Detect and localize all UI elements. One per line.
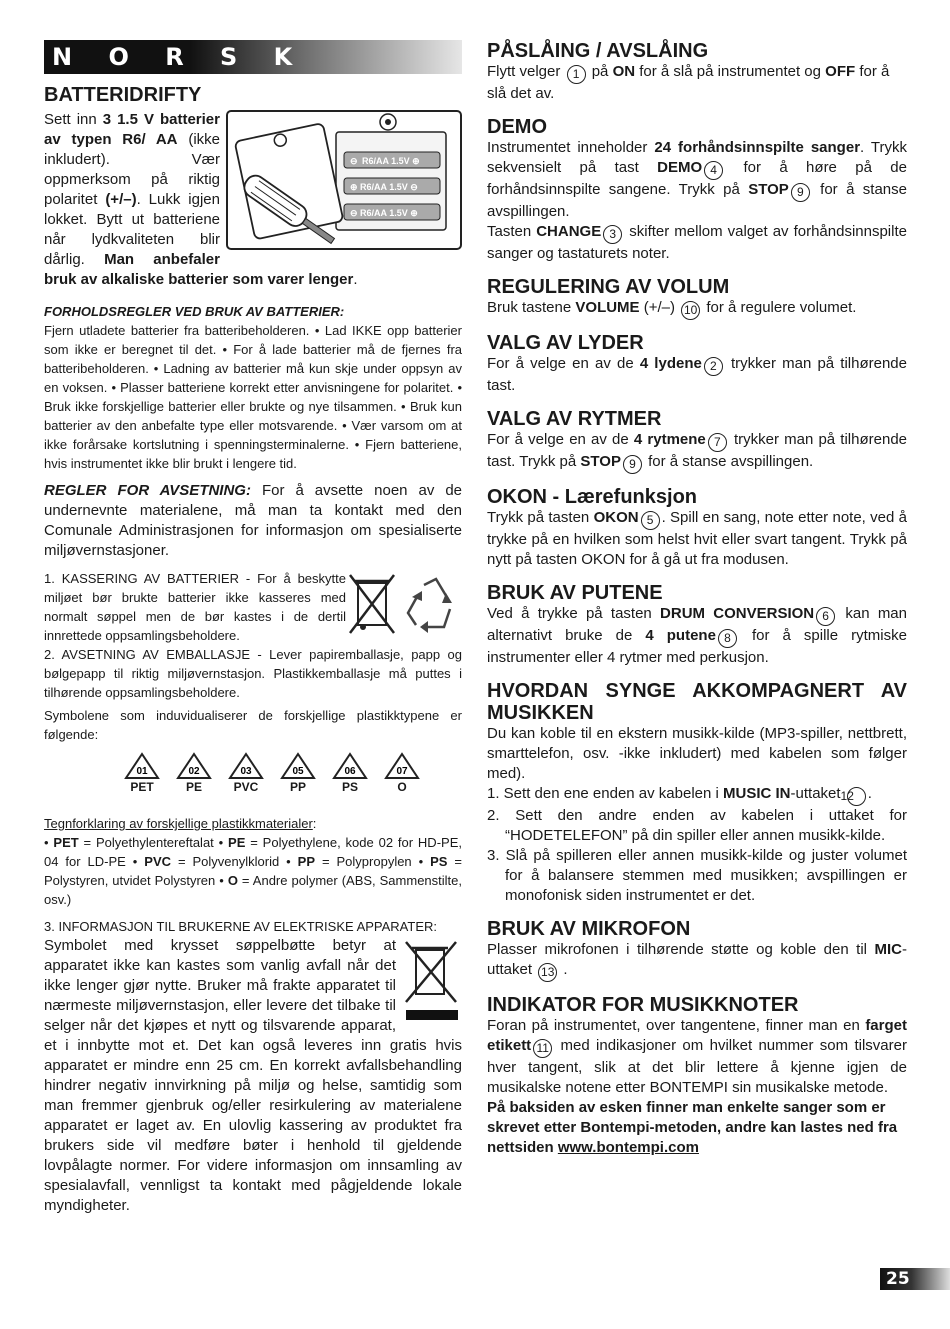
demo-songs: 24 forhåndsinnspilte sanger — [654, 139, 861, 156]
legend-key: PET — [53, 835, 79, 850]
off-label: OFF — [825, 63, 856, 80]
sounds-text-part: trykker man på tilhørende tast. — [487, 355, 907, 394]
recycle-code-pvc — [226, 752, 266, 794]
disposal-icons — [346, 569, 462, 643]
recycle-triangle-icon — [176, 752, 212, 780]
okon-text-part: . Spill en sang, note etter note, ved å trykke på en hvilken som helst hvit eller svart tangent. Trykk på nytt på tasten OKON for å gå ut fra modusen. — [487, 509, 907, 568]
ref-number: 9 — [623, 455, 642, 474]
recycle-triangle-icon — [332, 752, 368, 780]
stop-key: STOP — [748, 181, 789, 198]
recycle-code-label: PS — [341, 780, 358, 794]
language-label: N O R S K — [52, 43, 307, 71]
okon-title: OKON - Lærefunksjon — [487, 486, 698, 508]
packaging-disposal-text: 2. AVSETNING AV EMBALLASJE - Lever papiremballasje, papp og bølgepapp til riktig miljøvernstasjon. Plastikkemballasje må puttes i tilhørende oppsamlingsbeholdere. — [44, 647, 462, 700]
demo-text-part: for å stanse avspillingen. — [487, 181, 907, 220]
symbols-intro: Symbolene som induvidualiserer de forskjellige plastikktypene er følgende: — [44, 708, 462, 742]
disposal-rules-text: For å avsette noen av de undernevnte materialene, må man ta kontakt med den Comunale Administrasjonen for informasjon om spesialiserte miljøvernstasjoner. — [44, 482, 462, 559]
rhythms-text-part: for å stanse avspillingen. — [643, 453, 814, 470]
change-text-part: skifter mellom valget av forhåndsinnspilte sanger og tastaturets noter. — [487, 223, 907, 262]
legend-value: = Polystyren, utvidet Polystyren • — [44, 854, 463, 888]
left-column — [44, 40, 462, 1216]
power-text-part: for å slå på instrumentet og — [635, 63, 826, 80]
svg-text:⊕ R6/AA 1.5V ⊖: ⊕ R6/AA 1.5V ⊖ — [350, 182, 418, 192]
recycle-code-pp — [278, 752, 318, 794]
recycle-icon — [408, 579, 452, 633]
legend-key: PVC — [144, 854, 172, 869]
recycle-code-o — [382, 752, 422, 794]
website-note-text: På baksiden av esken finner man enkelte sanger som er skrevet etter Bontempi-metoden, andre kan lastes ned fra nettsiden — [487, 1099, 898, 1156]
ref-number: 3 — [603, 225, 622, 244]
ref-number: 2 — [704, 357, 723, 376]
battery-compartment-icon — [226, 110, 462, 250]
battery-recommendation: Man anbefaler bruk av alkaliske batterier som varer lenger — [44, 251, 354, 288]
pads-text-part: kan man alternativt bruke de — [487, 605, 907, 644]
demo-text-part: Instrumentet inneholder — [487, 139, 655, 156]
svg-text:⊖ R6/AA 1.5V ⊕: ⊖ R6/AA 1.5V ⊕ — [350, 208, 418, 218]
page-number: 25 — [886, 1269, 910, 1289]
legend-key: O — [227, 873, 238, 888]
page-number-tab — [880, 1268, 950, 1290]
ref-number: 5 — [641, 511, 660, 530]
legend-value: = Polyvenylklorid • — [171, 854, 298, 869]
battery-spec: 3 1.5 V batterier av typen R6/ AA — [44, 111, 220, 148]
recycle-code-label: PVC — [233, 780, 259, 794]
recycle-triangle-icon — [228, 752, 264, 780]
colored-label: farget etikett — [487, 1017, 907, 1054]
sing-step-part: 1. Sett den ene enden av kabelen i — [487, 785, 724, 802]
demo-text — [487, 138, 907, 222]
sing-title: HVORDAN SYNGE AKKOMPAGNERT AV MUSIKKEN — [487, 680, 907, 724]
pads-title: BRUK AV PUTENE — [487, 582, 663, 604]
rhythms-count: 4 rytmene — [633, 431, 706, 448]
ref-number: 11 — [533, 1039, 552, 1058]
sing-text: Du kan koble til en ekstern musikk-kilde (MP3-spiller, nettbrett, smarttelefon, osv. -ikke inkludert) med kabelen som følger med). — [487, 725, 907, 782]
rhythms-text — [487, 430, 907, 474]
crossed-bin-icon — [350, 575, 394, 633]
recycle-code-pe — [174, 752, 214, 794]
ref-number: 1 — [567, 65, 586, 84]
recycle-code-label: PP — [289, 780, 306, 794]
power-text-part: for å slå det av. — [487, 63, 890, 102]
microphone-text — [487, 940, 907, 982]
sing-step: 3. Slå på spilleren eller annen musikk-kilde og juster volumet for å balansere stemmen med musikken; avspillingen er monofonisk siden instrumentet er det. — [487, 847, 907, 904]
language-banner — [44, 40, 462, 74]
recycle-code-ps — [330, 752, 370, 794]
demo-text-part: . Trykk sekvensielt på tast — [487, 139, 907, 176]
ref-number: 7 — [708, 433, 727, 452]
battery-text-part: (ikke inkludert). Vær oppmerksom på riktig polaritet — [44, 131, 220, 208]
drum-conversion-key: DRUM CONVERSION — [660, 605, 815, 622]
okon-text — [487, 508, 907, 570]
microphone-title: BRUK AV MIKROFON — [487, 918, 691, 940]
okon-key: OKON — [593, 509, 639, 526]
mic-label: MIC — [874, 941, 902, 958]
okon-text-part: Trykk på tasten — [487, 509, 594, 526]
ref-number: 8 — [718, 629, 737, 648]
rhythms-title: VALG AV RYTMER — [487, 408, 662, 430]
disposal-rules-heading: REGLER FOR AVSETNING: — [44, 482, 251, 499]
legend-key: PE — [228, 835, 246, 850]
precautions-heading: FORHOLDSREGLER VED BRUK AV BATTERIER: — [44, 304, 345, 319]
music-in-label: MUSIC IN — [723, 785, 791, 802]
indicator-title: INDIKATOR FOR MUSIKKNOTER — [487, 994, 799, 1016]
legend-key: PS — [430, 854, 448, 869]
precautions-text: Fjern utladete batterier fra batteribeholderen. • Lad IKKE opp batterier som ikke er beregnet til det. • For å lade batterier må de fjernes fra batteribeholderen. • Ladning av batterier må kun skje under oppsyn av en voksen. • Plasser batteriene korrekt etter anvisningene for polaritet. • Bruk ikke forskjellige batterier eller brukte og nye tilsammen. • Bruk kun batterier av den anbefalte type eller motsvarende. • Vær varsom om at ikke forårsake kortslutning i spenningsterminalerne. • Fjern batteriene, hvis instrumentet ikke blir brukt i lengere tid. — [44, 323, 462, 471]
ref-number: 9 — [791, 183, 810, 202]
battery-text-part: . Lukk igjen lokket. Bytt ut batteriene når lydkvaliteten blir dårlig. — [44, 191, 220, 268]
pads-text-part: Ved å trykke på tasten — [487, 605, 661, 622]
recycle-code-label: PE — [185, 780, 202, 794]
recycle-number: 03 — [240, 766, 252, 777]
volume-text-part: for å regulere volumet. — [702, 299, 857, 316]
legend-title: Tegnforklaring av forskjellige plastikkmaterialer: — [44, 816, 317, 831]
svg-text:⊖: ⊖ — [350, 156, 358, 166]
indicator-text-part: Foran på instrumentet, over tangentene, finner man en — [487, 1017, 866, 1034]
microphone-text-part: -uttaket — [487, 941, 907, 978]
volume-text — [487, 298, 907, 320]
recycle-number: 06 — [344, 766, 356, 777]
power-text-part: Flytt velger — [487, 63, 565, 80]
sing-step-part: . — [867, 785, 872, 802]
microphone-text-part: Plasser mikrofonen i tilhørende støtte og koble den til — [487, 941, 875, 958]
recycle-codes — [122, 752, 462, 794]
change-key: CHANGE — [536, 223, 602, 240]
svg-text:R6/AA 1.5V ⊕: R6/AA 1.5V ⊕ — [362, 156, 420, 166]
volume-text-part: Bruk tastene — [487, 299, 576, 316]
recycle-number: 01 — [136, 766, 148, 777]
power-text — [487, 62, 907, 104]
rhythms-text-part: For å velge en av de — [487, 431, 634, 448]
website-link[interactable]: www.bontempi.com — [557, 1139, 699, 1156]
sing-step-part: -uttaket — [790, 785, 845, 802]
recycle-triangle-icon — [280, 752, 316, 780]
recycle-code-pet — [122, 752, 162, 794]
pads-text — [487, 604, 907, 668]
battery-text-part: . — [353, 271, 358, 288]
legend-key: PP — [297, 854, 316, 869]
demo-key: DEMO — [657, 159, 703, 176]
battery-cells — [344, 152, 440, 220]
recycle-triangle-icon — [124, 752, 160, 780]
disposal-rules — [44, 481, 462, 561]
weee-icon — [402, 938, 462, 1024]
info-text: Symbolet med krysset søppelbøtte betyr at apparatet ikke kan kastes som vanlig avfall når det ikke lenger gjør nytte. Bruker må frakte apparatet til nærmeste miljøvernstasjon, eller levere det tilbake til selger når det kjøpes et nytt og tilsvarende apparat, et i innbytte mot et. Det kan også leveres inn gratis hvis apparatet er mindre enn 25 cm. En korrekt avfallsbehandling hindrer negativ innvirkning på miljø og helse, samtidig som man fremmer gjenbruk og/eller resirkulering av materialene apparatet er laget av. En ulovlig kassering av produktet fra brukers side vil medføre bøter i henhold til gjeldende lovpålagte normer. For videre informasjon om innsamling av spesialavfall, vennligst ta kontakt med pågjeldende lokale myndigheter. — [44, 937, 462, 1214]
sing-steps — [487, 784, 907, 906]
volume-key: VOLUME — [575, 299, 640, 316]
battery-text-part: Sett inn — [44, 111, 97, 128]
ref-number: 6 — [816, 607, 835, 626]
info-title: 3. INFORMASJON TIL BRUKERNE AV ELEKTRISKE APPARATER: — [44, 919, 437, 934]
legend-value: = Andre polymer (ABS, Sammenstilte, osv.) — [44, 873, 462, 907]
polarity-mark: (+/–) — [105, 191, 137, 208]
legend-value: = Polyethylene, kode 02 for HD-PE, 04 for LD-PE • — [44, 835, 462, 869]
sounds-text — [487, 354, 907, 396]
change-text — [487, 222, 907, 264]
microphone-text-part: . — [559, 961, 568, 978]
battery-disposal-text: 1. KASSERING AV BATTERIER - For å beskytte miljøet bør brukte batterier ikke kasseres med normalt søppel men de bør kastes i de dertil innrettede oppsamlingsbeholdere. — [44, 571, 346, 643]
pads-count: 4 putene — [645, 627, 716, 644]
precautions-title — [44, 302, 462, 321]
rhythms-text-part: trykker man på tilhørende tast. Trykk på — [487, 431, 908, 470]
legend-value: = Polyethylentereftalat • — [78, 835, 229, 850]
indicator-text-part: med indikasjoner om hvilket nummer som tilsvarer hver tangent, slik at det blir lettere å kjenne igjen de musikalske notene etter BONTEMPI sin musikalske metode. — [487, 1037, 907, 1096]
stop-key: STOP — [580, 453, 621, 470]
sounds-count: 4 lydene — [639, 355, 702, 372]
right-column — [487, 40, 907, 1158]
recycle-code-label: O — [397, 780, 407, 794]
demo-title: DEMO — [487, 116, 547, 138]
pads-text-part: for å spille rytmiske instrumenter eller 4 rytmer med perkusjon. — [487, 627, 907, 666]
website-note — [487, 1098, 907, 1158]
battery-section-title: BATTERIDRIFTY — [44, 84, 202, 106]
recycle-triangle-icon — [384, 752, 420, 780]
sing-step: 2. Sett den andre enden av kabelen i uttaket for “HODETELEFON” på din spiller eller annen musikk-kilde. — [487, 807, 907, 844]
change-text-part: Tasten — [487, 223, 537, 240]
recycle-number: 05 — [292, 766, 304, 777]
legend-value: = Polypropylen • — [315, 854, 431, 869]
recycle-number: 02 — [188, 766, 200, 777]
ref-number: 12 — [847, 787, 866, 806]
volume-title: REGULERING AV VOLUM — [487, 276, 730, 298]
on-label: ON — [612, 63, 636, 80]
legend-text: • PET = Polyethylentereftalat • PE = Polyethylene, kode 02 for HD-PE, 04 for LD-PE • PVC = Polyvenylklorid • PP = Polypropylen • PS = Polystyren, utvidet Polystyren • O = Andre polymer (ABS, Sammenstilte, osv.) — [44, 835, 463, 907]
demo-text-part: for å høre på de forhåndsinnspilte sangene. Trykk på — [487, 159, 907, 198]
ref-number: 4 — [704, 161, 723, 180]
volume-text-part: (+/–) — [639, 299, 680, 316]
ref-number: 10 — [681, 301, 700, 320]
indicator-text — [487, 1016, 907, 1098]
recycle-code-label: PET — [130, 780, 154, 794]
sounds-title: VALG AV LYDER — [487, 332, 644, 354]
legend-title-text: Tegnforklaring av forskjellige plastikkmaterialer — [44, 816, 313, 831]
recycle-number: 07 — [396, 766, 408, 777]
sounds-text-part: For å velge en av de — [487, 355, 640, 372]
power-title: PÅSLÅING / AVSLÅING — [487, 40, 709, 62]
power-text-part: på — [587, 63, 613, 80]
sing-step — [487, 784, 907, 806]
battery-illustration — [226, 110, 462, 250]
ref-number: 13 — [538, 963, 557, 982]
